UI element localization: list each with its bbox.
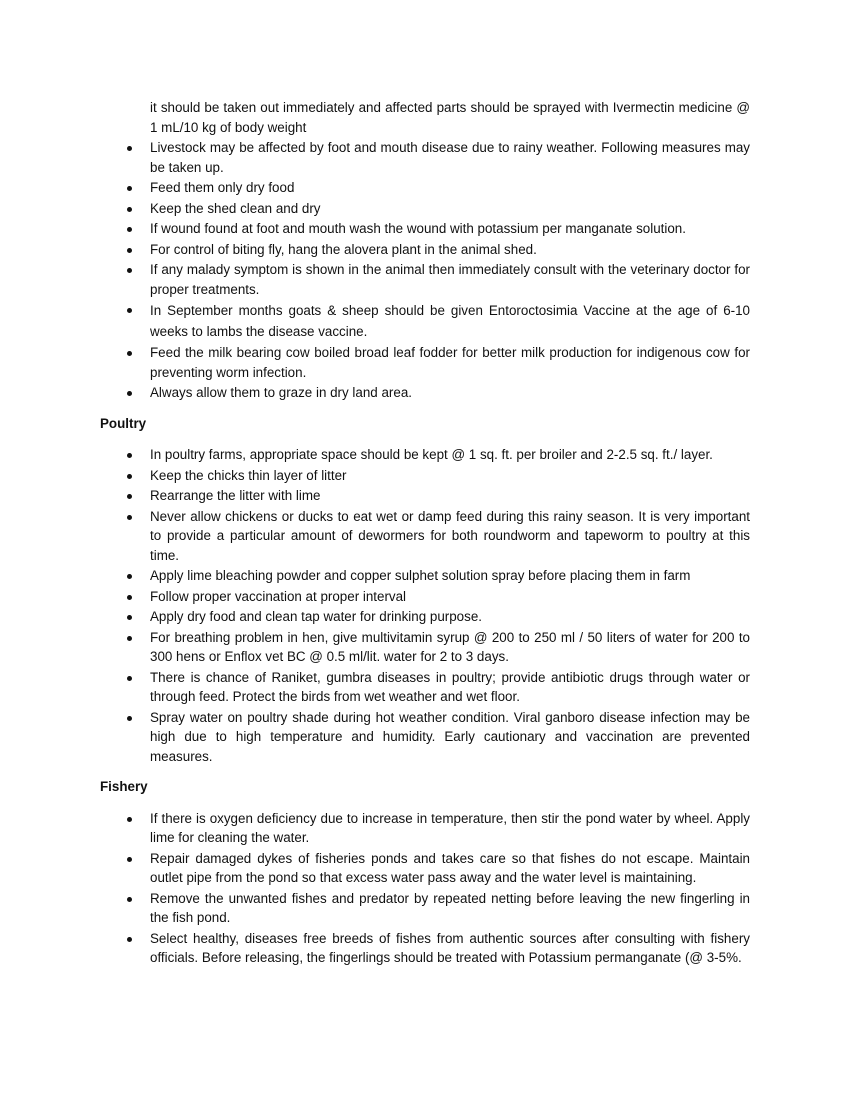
bullet-icon xyxy=(127,474,132,479)
poultry-list xyxy=(100,445,750,766)
list-item: Livestock may be affected by foot and mouth disease due to rainy weather. Following measures may be taken up. xyxy=(100,138,750,177)
bullet-icon xyxy=(127,268,132,273)
bullet-icon xyxy=(127,207,132,212)
bullet-icon xyxy=(127,351,132,356)
list-item: Remove the unwanted fishes and predator by repeated netting before leaving the new fingerling in the fish pond. xyxy=(100,889,750,928)
list-item: If any malady symptom is shown in the animal then immediately consult with the veterinary doctor for proper treatments. xyxy=(100,260,750,299)
list-item: Apply lime bleaching powder and copper sulphet solution spray before placing them in farm xyxy=(100,566,750,586)
list-item: For control of biting fly, hang the alovera plant in the animal shed. xyxy=(100,240,750,260)
list-item: Always allow them to graze in dry land area. xyxy=(100,383,750,403)
list-item: Feed them only dry food xyxy=(100,178,750,198)
bullet-icon xyxy=(127,636,132,641)
bullet-icon xyxy=(127,857,132,862)
bullet-icon xyxy=(127,595,132,600)
poultry-heading: Poultry xyxy=(100,415,147,431)
list-item: Rearrange the litter with lime xyxy=(100,486,750,506)
list-item: Never allow chickens or ducks to eat wet or damp feed during this rainy season. It is very important to provide a particular amount of dewormers for both roundworm and tapeworm to poultry at this time. xyxy=(100,507,750,566)
bullet-icon xyxy=(127,676,132,681)
livestock-continuation-text: it should be taken out immediately and affected parts should be sprayed with Ivermectin medicine @ 1 mL/10 kg of body weight xyxy=(150,100,750,135)
fishery-list xyxy=(100,809,750,968)
bullet-icon xyxy=(127,937,132,942)
list-item: Keep the shed clean and dry xyxy=(100,199,750,219)
list-item: Repair damaged dykes of fisheries ponds and takes care so that fishes do not escape. Maintain outlet pipe from the pond so that excess water pass away and the water level is maintaining. xyxy=(100,849,750,888)
bullet-icon xyxy=(127,574,132,579)
bullet-icon xyxy=(127,146,132,151)
bullet-icon xyxy=(127,615,132,620)
bullet-icon xyxy=(127,186,132,191)
bullet-icon xyxy=(127,716,132,721)
list-item: For breathing problem in hen, give multivitamin syrup @ 200 to 250 ml / 50 liters of water for 200 to 300 hens or Enflox vet BC @ 0.5 ml/lit. water for 2 to 3 days. xyxy=(100,628,750,667)
bullet-icon xyxy=(127,227,132,232)
list-item: In September months goats & sheep should be given Entoroctosimia Vaccine at the age of 6-10 weeks to lambs the disease vaccine. xyxy=(100,300,750,342)
bullet-icon xyxy=(127,453,132,458)
bullet-icon xyxy=(127,494,132,499)
livestock-list xyxy=(100,138,750,403)
list-item: If wound found at foot and mouth wash the wound with potassium per manganate solution. xyxy=(100,219,750,239)
bullet-icon xyxy=(127,897,132,902)
list-item: Keep the chicks thin layer of litter xyxy=(100,466,750,486)
fishery-heading: Fishery xyxy=(100,779,148,794)
list-item: In poultry farms, appropriate space should be kept @ 1 sq. ft. per broiler and 2-2.5 sq. ft./ layer. xyxy=(100,445,750,465)
document-content xyxy=(100,98,750,969)
bullet-icon xyxy=(127,515,132,520)
list-item: Follow proper vaccination at proper interval xyxy=(100,587,750,607)
list-item: If there is oxygen deficiency due to increase in temperature, then stir the pond water by wheel. Apply lime for cleaning the water. xyxy=(100,809,750,848)
bullet-icon xyxy=(127,248,132,253)
bullet-icon xyxy=(127,817,132,822)
list-item: Feed the milk bearing cow boiled broad leaf fodder for better milk production for indigenous cow for preventing worm infection. xyxy=(100,343,750,382)
list-item: There is chance of Raniket, gumbra diseases in poultry; provide antibiotic drugs through water or through feed. Protect the birds from wet weather and wet floor. xyxy=(100,668,750,707)
bullet-icon xyxy=(127,308,132,313)
list-item: Apply dry food and clean tap water for drinking purpose. xyxy=(100,607,750,627)
bullet-icon xyxy=(127,391,132,396)
list-item: Select healthy, diseases free breeds of fishes from authentic sources after consulting with fishery officials. Before releasing, the fingerlings should be treated with Potassium permanganate (@ 3-5%. xyxy=(100,929,750,968)
list-item: Spray water on poultry shade during hot weather condition. Viral ganboro disease infection may be high due to high temperature and humidity. Early cautionary and vaccination are prevented measures. xyxy=(100,708,750,767)
